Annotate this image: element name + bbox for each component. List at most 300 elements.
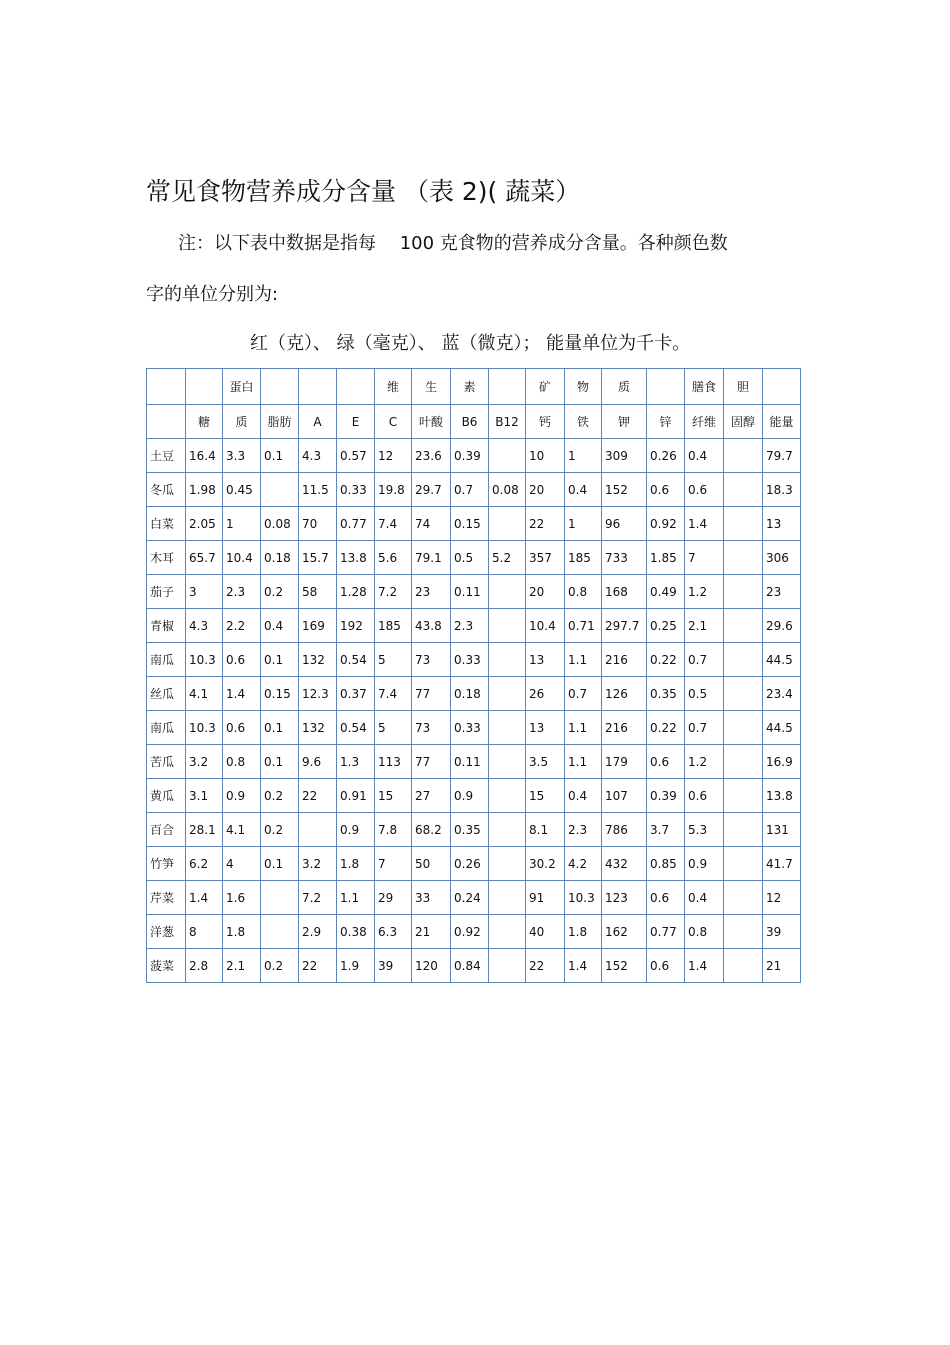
- table-cell: 0.45: [223, 473, 261, 507]
- table-row: [147, 949, 801, 983]
- table-cell: 0.54: [337, 711, 375, 745]
- table-cell: 306: [763, 541, 801, 575]
- table-cell: 1.4: [223, 677, 261, 711]
- table-cell: [724, 813, 763, 847]
- table-row: [147, 881, 801, 915]
- table-cell: 12: [763, 881, 801, 915]
- table-cell: [489, 779, 526, 813]
- table-cell: 7.4: [375, 677, 412, 711]
- header-cell: 钙: [526, 405, 565, 439]
- table-cell: 297.7: [602, 609, 647, 643]
- table-cell: 1: [223, 507, 261, 541]
- table-cell: 23.6: [412, 439, 451, 473]
- table-cell: 216: [602, 711, 647, 745]
- table-cell: 0.6: [223, 711, 261, 745]
- table-cell: 8.1: [526, 813, 565, 847]
- table-cell: [724, 847, 763, 881]
- table-cell: 73: [412, 643, 451, 677]
- table-cell: 3.2: [186, 745, 223, 779]
- header-cell: 锌: [647, 405, 685, 439]
- table-cell: 126: [602, 677, 647, 711]
- table-cell: 4: [223, 847, 261, 881]
- table-cell: 10.4: [223, 541, 261, 575]
- table-cell: 0.6: [685, 779, 724, 813]
- table-cell: 2.1: [685, 609, 724, 643]
- table-cell: 0.4: [565, 473, 602, 507]
- header-cell: 质: [223, 405, 261, 439]
- table-cell: 6.2: [186, 847, 223, 881]
- table-cell: 0.33: [451, 711, 489, 745]
- table-cell: 23.4: [763, 677, 801, 711]
- table-cell: [299, 813, 337, 847]
- table-cell: 9.6: [299, 745, 337, 779]
- table-cell: 1.98: [186, 473, 223, 507]
- table-row: [147, 575, 801, 609]
- table-cell: 0.24: [451, 881, 489, 915]
- table-cell: 41.7: [763, 847, 801, 881]
- header-cell: [337, 369, 375, 405]
- units-note: 红（克）、 绿（毫克）、 蓝（微克）； 能量单位为千卡。: [250, 333, 691, 354]
- table-cell: [724, 779, 763, 813]
- header-cell: 质: [602, 369, 647, 405]
- table-cell: 152: [602, 473, 647, 507]
- table-cell: 1: [565, 507, 602, 541]
- table-cell: [261, 473, 299, 507]
- table-cell: 107: [602, 779, 647, 813]
- table-cell: 68.2: [412, 813, 451, 847]
- table-cell: 0.38: [337, 915, 375, 949]
- table-cell: 10.3: [186, 643, 223, 677]
- table-cell: 0.1: [261, 847, 299, 881]
- table-cell: 0.1: [261, 745, 299, 779]
- nutrition-table: [146, 368, 801, 983]
- header-cell: [647, 369, 685, 405]
- table-cell: 20: [526, 473, 565, 507]
- table-cell: 77: [412, 745, 451, 779]
- table-cell: 0.54: [337, 643, 375, 677]
- table-cell: 0.15: [261, 677, 299, 711]
- page-title: 常见食物营养成分含量 （表 2)( 蔬菜）: [146, 177, 581, 206]
- header-cell: [299, 369, 337, 405]
- table-cell: 0.39: [451, 439, 489, 473]
- table-row: [147, 915, 801, 949]
- table-cell: 0.2: [261, 575, 299, 609]
- table-cell: 120: [412, 949, 451, 983]
- table-cell: 152: [602, 949, 647, 983]
- table-cell: 0.11: [451, 575, 489, 609]
- table-cell: 168: [602, 575, 647, 609]
- header-cell: 膳食: [685, 369, 724, 405]
- table-cell: 13: [763, 507, 801, 541]
- row-label-cell: 南瓜: [147, 643, 186, 677]
- table-row: [147, 541, 801, 575]
- table-cell: 2.05: [186, 507, 223, 541]
- table-cell: 73: [412, 711, 451, 745]
- table-cell: 0.6: [647, 473, 685, 507]
- table-cell: 7: [375, 847, 412, 881]
- table-cell: 43.8: [412, 609, 451, 643]
- table-cell: 2.3: [223, 575, 261, 609]
- table-cell: [489, 745, 526, 779]
- header-cell: 糖: [186, 405, 223, 439]
- table-cell: 1.4: [685, 949, 724, 983]
- row-label-cell: 洋葱: [147, 915, 186, 949]
- table-cell: 4.1: [223, 813, 261, 847]
- table-cell: [489, 949, 526, 983]
- table-cell: 0.6: [647, 745, 685, 779]
- row-label-cell: 茄子: [147, 575, 186, 609]
- table-cell: 7.4: [375, 507, 412, 541]
- table-cell: [489, 439, 526, 473]
- table-cell: 0.77: [337, 507, 375, 541]
- table-cell: 23: [763, 575, 801, 609]
- table-cell: 0.39: [647, 779, 685, 813]
- header-cell: B6: [451, 405, 489, 439]
- table-cell: 357: [526, 541, 565, 575]
- table-cell: 18.3: [763, 473, 801, 507]
- table-cell: 58: [299, 575, 337, 609]
- table-cell: 28.1: [186, 813, 223, 847]
- header-cell: 叶酸: [412, 405, 451, 439]
- table-cell: 6.3: [375, 915, 412, 949]
- row-label-cell: 青椒: [147, 609, 186, 643]
- table-cell: 1.4: [565, 949, 602, 983]
- table-cell: [724, 439, 763, 473]
- table-cell: 0.33: [451, 643, 489, 677]
- table-cell: 169: [299, 609, 337, 643]
- table-cell: [489, 677, 526, 711]
- table-cell: 44.5: [763, 711, 801, 745]
- table-cell: [724, 881, 763, 915]
- header-cell: E: [337, 405, 375, 439]
- table-cell: 1.4: [186, 881, 223, 915]
- table-cell: 1.8: [337, 847, 375, 881]
- table-cell: 1.1: [565, 745, 602, 779]
- table-cell: 16.4: [186, 439, 223, 473]
- table-cell: 0.92: [451, 915, 489, 949]
- table-cell: 13: [526, 711, 565, 745]
- table-cell: 185: [565, 541, 602, 575]
- table-cell: 132: [299, 711, 337, 745]
- table-cell: 0.49: [647, 575, 685, 609]
- table-cell: 216: [602, 643, 647, 677]
- table-cell: [489, 881, 526, 915]
- table-cell: 131: [763, 813, 801, 847]
- header-cell: 矿: [526, 369, 565, 405]
- table-cell: 0.4: [685, 439, 724, 473]
- table-cell: 2.2: [223, 609, 261, 643]
- table-cell: 2.1: [223, 949, 261, 983]
- table-cell: 3: [186, 575, 223, 609]
- table-cell: 15: [375, 779, 412, 813]
- table-cell: 162: [602, 915, 647, 949]
- header-cell: [489, 369, 526, 405]
- table-cell: 0.5: [685, 677, 724, 711]
- table-row: [147, 439, 801, 473]
- row-label-cell: 白菜: [147, 507, 186, 541]
- table-cell: 33: [412, 881, 451, 915]
- table-cell: 0.7: [685, 643, 724, 677]
- table-cell: 0.2: [261, 813, 299, 847]
- table-cell: 21: [763, 949, 801, 983]
- table-cell: 22: [526, 949, 565, 983]
- table-cell: [261, 881, 299, 915]
- table-cell: 0.6: [647, 881, 685, 915]
- table-cell: 0.6: [685, 473, 724, 507]
- header-row-top: [147, 369, 801, 405]
- table-cell: 1.9: [337, 949, 375, 983]
- table-cell: 5.6: [375, 541, 412, 575]
- table-cell: 1.1: [565, 643, 602, 677]
- table-cell: 0.18: [451, 677, 489, 711]
- table-cell: [489, 711, 526, 745]
- table-cell: 0.35: [451, 813, 489, 847]
- table-cell: 1.2: [685, 745, 724, 779]
- table-cell: 0.4: [685, 881, 724, 915]
- table-cell: 2.8: [186, 949, 223, 983]
- table-cell: 0.8: [565, 575, 602, 609]
- table-cell: 1.2: [685, 575, 724, 609]
- table-cell: 5.2: [489, 541, 526, 575]
- table-cell: [261, 915, 299, 949]
- table-cell: 3.1: [186, 779, 223, 813]
- table-cell: 185: [375, 609, 412, 643]
- table-cell: [724, 949, 763, 983]
- table-cell: 786: [602, 813, 647, 847]
- table-cell: 21: [412, 915, 451, 949]
- table-cell: 7.2: [299, 881, 337, 915]
- table-cell: 0.91: [337, 779, 375, 813]
- row-label-cell: 丝瓜: [147, 677, 186, 711]
- table-cell: 70: [299, 507, 337, 541]
- table-cell: [489, 813, 526, 847]
- table-cell: 20: [526, 575, 565, 609]
- table-cell: 30.2: [526, 847, 565, 881]
- table-cell: 0.33: [337, 473, 375, 507]
- table-cell: 0.8: [685, 915, 724, 949]
- table-cell: 1.8: [223, 915, 261, 949]
- table-cell: 0.9: [337, 813, 375, 847]
- table-cell: 0.9: [223, 779, 261, 813]
- table-cell: 0.84: [451, 949, 489, 983]
- table-cell: 0.35: [647, 677, 685, 711]
- header-cell: 能量: [763, 405, 801, 439]
- row-label-cell: 菠菜: [147, 949, 186, 983]
- table-cell: 1.3: [337, 745, 375, 779]
- header-cell: 素: [451, 369, 489, 405]
- table-cell: [489, 609, 526, 643]
- table-cell: 0.22: [647, 643, 685, 677]
- header-cell: 钾: [602, 405, 647, 439]
- table-cell: 23: [412, 575, 451, 609]
- row-label-cell: 竹笋: [147, 847, 186, 881]
- header-cell: 蛋白: [223, 369, 261, 405]
- table-row: [147, 609, 801, 643]
- row-label-cell: 百合: [147, 813, 186, 847]
- table-cell: 26: [526, 677, 565, 711]
- table-cell: 192: [337, 609, 375, 643]
- header-cell: 纤维: [685, 405, 724, 439]
- table-cell: 0.26: [647, 439, 685, 473]
- table-cell: 123: [602, 881, 647, 915]
- header-cell: C: [375, 405, 412, 439]
- note-line-1: 注：以下表中数据是指每 100 克食物的营养成分含量。各种颜色数: [178, 233, 728, 254]
- table-cell: [724, 677, 763, 711]
- header-cell: 固醇: [724, 405, 763, 439]
- table-cell: 132: [299, 643, 337, 677]
- header-cell: 胆: [724, 369, 763, 405]
- table-cell: [724, 507, 763, 541]
- header-cell: A: [299, 405, 337, 439]
- table-cell: 0.1: [261, 643, 299, 677]
- table-cell: 0.11: [451, 745, 489, 779]
- table-cell: 15.7: [299, 541, 337, 575]
- table-cell: 0.26: [451, 847, 489, 881]
- table-cell: 0.5: [451, 541, 489, 575]
- table-cell: 12.3: [299, 677, 337, 711]
- table-cell: 1: [565, 439, 602, 473]
- table-cell: 0.85: [647, 847, 685, 881]
- table-cell: 0.2: [261, 779, 299, 813]
- table-cell: 1.28: [337, 575, 375, 609]
- header-cell: 生: [412, 369, 451, 405]
- table-cell: 0.25: [647, 609, 685, 643]
- table-cell: 0.08: [261, 507, 299, 541]
- table-cell: 179: [602, 745, 647, 779]
- table-cell: 5: [375, 643, 412, 677]
- table-cell: 13.8: [337, 541, 375, 575]
- header-row-bottom: [147, 405, 801, 439]
- table-cell: 0.08: [489, 473, 526, 507]
- table-cell: 0.2: [261, 949, 299, 983]
- table-cell: 44.5: [763, 643, 801, 677]
- table-cell: 3.2: [299, 847, 337, 881]
- table-cell: 96: [602, 507, 647, 541]
- table-cell: 29.7: [412, 473, 451, 507]
- header-cell: 脂肪: [261, 405, 299, 439]
- header-cell: [763, 369, 801, 405]
- table-cell: 40: [526, 915, 565, 949]
- table-cell: 2.9: [299, 915, 337, 949]
- row-label-cell: 土豆: [147, 439, 186, 473]
- table-cell: 0.1: [261, 439, 299, 473]
- table-cell: [724, 745, 763, 779]
- table-cell: 5.3: [685, 813, 724, 847]
- table-cell: 5: [375, 711, 412, 745]
- table-cell: 0.9: [451, 779, 489, 813]
- table-cell: [489, 643, 526, 677]
- table-cell: 0.6: [647, 949, 685, 983]
- table-cell: 10.3: [186, 711, 223, 745]
- table-cell: 0.6: [223, 643, 261, 677]
- table-cell: 3.3: [223, 439, 261, 473]
- table-cell: [724, 711, 763, 745]
- table-cell: [724, 473, 763, 507]
- table-cell: 1.85: [647, 541, 685, 575]
- table-cell: 0.1: [261, 711, 299, 745]
- table-cell: 0.18: [261, 541, 299, 575]
- table-cell: 0.77: [647, 915, 685, 949]
- header-cell: [261, 369, 299, 405]
- table-cell: 0.71: [565, 609, 602, 643]
- table-cell: 22: [299, 779, 337, 813]
- table-cell: 3.5: [526, 745, 565, 779]
- table-cell: 432: [602, 847, 647, 881]
- table-cell: 0.7: [565, 677, 602, 711]
- table-row: [147, 779, 801, 813]
- row-label-cell: 木耳: [147, 541, 186, 575]
- table-cell: 91: [526, 881, 565, 915]
- table-cell: 7.8: [375, 813, 412, 847]
- table-row: [147, 473, 801, 507]
- table-cell: 11.5: [299, 473, 337, 507]
- table-cell: 10.4: [526, 609, 565, 643]
- row-label-cell: 黄瓜: [147, 779, 186, 813]
- table-row: [147, 643, 801, 677]
- table-cell: 22: [526, 507, 565, 541]
- table-cell: 0.8: [223, 745, 261, 779]
- table-row: [147, 507, 801, 541]
- table-cell: 29.6: [763, 609, 801, 643]
- table-cell: [489, 847, 526, 881]
- table-cell: 10.3: [565, 881, 602, 915]
- note-line-2: 字的单位分别为:: [146, 284, 279, 305]
- table-cell: 0.7: [451, 473, 489, 507]
- table-cell: 0.57: [337, 439, 375, 473]
- table-cell: 27: [412, 779, 451, 813]
- table-cell: 3.7: [647, 813, 685, 847]
- table-cell: [724, 643, 763, 677]
- header-cell: B12: [489, 405, 526, 439]
- table-row: [147, 677, 801, 711]
- table-cell: 7: [685, 541, 724, 575]
- table-cell: 29: [375, 881, 412, 915]
- table-cell: 1.1: [337, 881, 375, 915]
- table-cell: 4.3: [299, 439, 337, 473]
- table-cell: 79.7: [763, 439, 801, 473]
- table-cell: 8: [186, 915, 223, 949]
- table-cell: 13.8: [763, 779, 801, 813]
- table-cell: 13: [526, 643, 565, 677]
- table-cell: 2.3: [565, 813, 602, 847]
- table-cell: [724, 575, 763, 609]
- table-cell: 22: [299, 949, 337, 983]
- row-label-cell: 苦瓜: [147, 745, 186, 779]
- header-cell: [147, 405, 186, 439]
- table-cell: 1.4: [685, 507, 724, 541]
- row-label-cell: 芹菜: [147, 881, 186, 915]
- table-cell: [489, 507, 526, 541]
- table-row: [147, 745, 801, 779]
- table-cell: 0.92: [647, 507, 685, 541]
- table-cell: [489, 915, 526, 949]
- table-cell: 4.3: [186, 609, 223, 643]
- table-cell: 113: [375, 745, 412, 779]
- table-cell: [724, 915, 763, 949]
- table-cell: 50: [412, 847, 451, 881]
- table-cell: 0.15: [451, 507, 489, 541]
- table-cell: 4.2: [565, 847, 602, 881]
- table-cell: 19.8: [375, 473, 412, 507]
- header-cell: [147, 369, 186, 405]
- row-label-cell: 南瓜: [147, 711, 186, 745]
- header-cell: 物: [565, 369, 602, 405]
- table-cell: 1.1: [565, 711, 602, 745]
- table-cell: 0.4: [261, 609, 299, 643]
- table-cell: 74: [412, 507, 451, 541]
- table-cell: 0.37: [337, 677, 375, 711]
- table-cell: 1.8: [565, 915, 602, 949]
